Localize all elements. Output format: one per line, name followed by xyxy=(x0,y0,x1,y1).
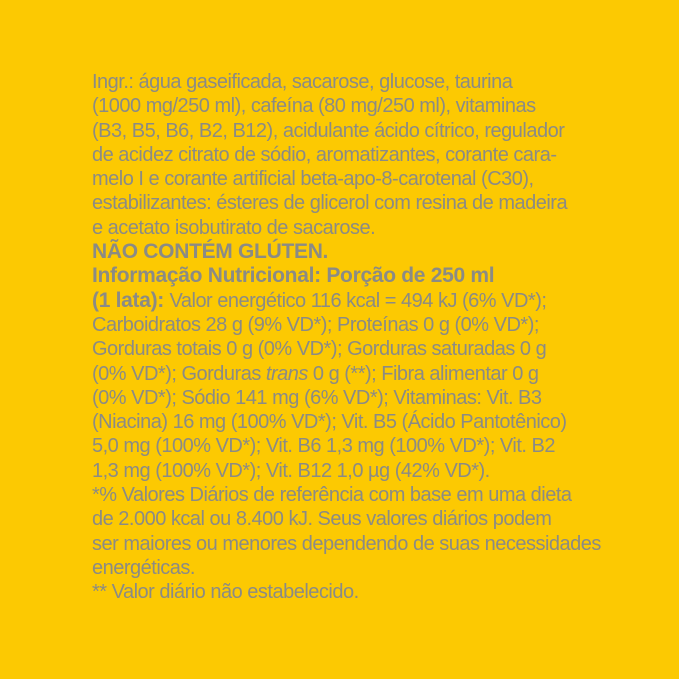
label-text-segment: melo I e corante artificial beta-apo-8-carotenal (C30), xyxy=(92,168,534,191)
label-line xyxy=(92,70,639,94)
label-text-segment: (0% VD*); Gorduras xyxy=(92,362,266,385)
label-line xyxy=(92,483,639,507)
label-line xyxy=(92,289,639,313)
label-line xyxy=(92,556,639,580)
footnotes-section xyxy=(92,483,639,604)
label-text-segment: (1000 mg/250 ml), cafeína (80 mg/250 ml), vitaminas xyxy=(92,95,536,118)
label-text-segment: (B3, B5, B6, B2, B12), acidulante ácido cítrico, regulador xyxy=(92,119,565,142)
label-line xyxy=(92,313,639,337)
label-line xyxy=(92,191,639,215)
label-text-segment: de 2.000 kcal ou 8.400 kJ. Seus valores diários podem xyxy=(92,508,552,531)
label-line xyxy=(92,240,639,264)
label-line xyxy=(92,216,639,240)
gluten-notice xyxy=(92,240,639,264)
label-text-segment: ** Valor diário não estabelecido. xyxy=(92,581,359,604)
label-line xyxy=(92,119,639,143)
label-line xyxy=(92,507,639,531)
ingredients-section xyxy=(92,70,639,240)
label-line xyxy=(92,264,639,288)
label-line xyxy=(92,143,639,167)
label-text-segment: (Niacina) 16 mg (100% VD*); Vit. B5 (Ácido Pantotênico) xyxy=(92,411,567,434)
label-text-segment: e acetato isobutirato de sacarose. xyxy=(92,216,376,239)
label-text-segment: de acidez citrato de sódio, aromatizantes, corante cara- xyxy=(92,143,557,166)
label-text-segment: NÃO CONTÉM GLÚTEN. xyxy=(92,240,329,264)
label-text-segment: *% Valores Diários de referência com base em uma dieta xyxy=(92,484,572,507)
label-text-block xyxy=(92,70,639,605)
label-text-segment: Informação Nutricional: Porção de 250 ml xyxy=(92,264,495,288)
label-line xyxy=(92,434,639,458)
label-text-segment: 0 g (**); Fibra alimentar 0 g xyxy=(307,362,539,385)
label-line xyxy=(92,337,639,361)
label-text-segment: Carboidratos 28 g (9% VD*); Proteínas 0 g (0% VD*); xyxy=(92,313,539,336)
label-line xyxy=(92,362,639,386)
label-text-segment: 1,3 mg (100% VD*); Vit. B12 1,0 µg (42% VD*). xyxy=(92,459,490,482)
label-line xyxy=(92,167,639,191)
label-text-segment: (1 lata): xyxy=(92,288,170,312)
label-text-segment: Gorduras totais 0 g (0% VD*); Gorduras saturadas 0 g xyxy=(92,338,547,361)
label-line xyxy=(92,580,639,604)
label-text-segment: Valor energético 116 kcal = 494 kJ (6% VD*); xyxy=(169,289,547,312)
label-line xyxy=(92,532,639,556)
nutrition-info-section xyxy=(92,264,639,483)
label-line xyxy=(92,459,639,483)
label-text-segment: energéticas. xyxy=(92,556,195,579)
label-text-segment: estabilizantes: ésteres de glicerol com resina de madeira xyxy=(92,192,568,215)
label-line xyxy=(92,386,639,410)
label-text-segment: ser maiores ou menores dependendo de suas necessidades xyxy=(92,532,601,555)
label-text-segment: Ingr.: água gaseificada, sacarose, glucose, taurina xyxy=(92,71,513,93)
label-line xyxy=(92,410,639,434)
label-text-segment: trans xyxy=(265,362,308,385)
label-text-segment: 5,0 mg (100% VD*); Vit. B6 1,3 mg (100% VD*); Vit. B2 xyxy=(92,435,555,458)
label-text-segment: (0% VD*); Sódio 141 mg (6% VD*); Vitaminas: Vit. B3 xyxy=(92,386,542,409)
label-line xyxy=(92,94,639,118)
